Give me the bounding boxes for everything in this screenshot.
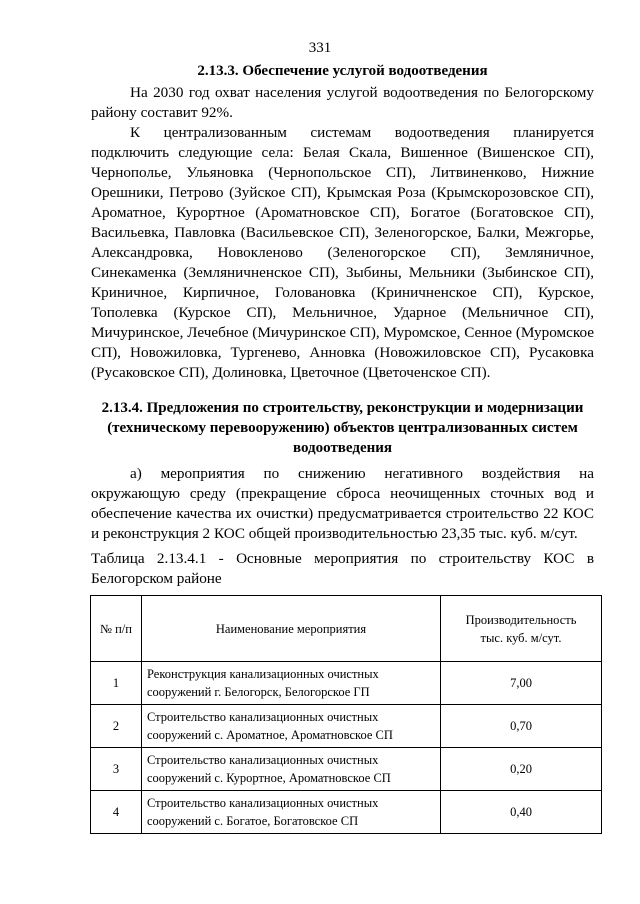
table-row xyxy=(91,662,602,705)
coverage-paragraph: На 2030 год охват населения услугой водоотведения по Белогорскому району составит 92%. xyxy=(91,84,594,121)
row-name xyxy=(142,791,441,834)
page-number: 331 xyxy=(308,40,332,56)
header-number: № п/п xyxy=(91,596,142,662)
row-capacity: 0,20 xyxy=(441,748,602,791)
measures-table xyxy=(90,595,602,834)
villages-paragraph: К централизованным системам водоотведения планируется подключить следующие села: Белая Скала, Вишенное (Вишенское СП), Чернополье, Ульяновка (Чернопольское СП), Литвиненково, Нижние Орешники, Петрово (Зуйское СП), Крымская Роза (Крымскорозовское СП), Ароматное, Курортное (Ароматновское СП), Богатое (Богатовское СП), Васильевка, Павловка (Васильевское СП), Зеленогорское, Балки, Межгорье, Александровка, Новокленово (Зеленогорское СП), Земляничное, Синекаменка (Земляничненское СП), Зыбины, Мельники (Зыбинское СП), Криничное, Кирпичное, Головановка (Криничненское СП), Курское, Тополевка (Курское СП), Мельничное, Ударное (Мельничное СП), Мичуринское, Лечебное (Мичуринское СП), Муромское, Сенное (Муромское СП), Новожиловка, Тургенево, Анновка (Новожиловское СП), Русаковка (Русаковское СП), Долиновка, Цветочное (Цветоченское СП). xyxy=(91,124,594,381)
row-name xyxy=(142,705,441,748)
row-number: 2 xyxy=(91,705,142,748)
section-heading: 2.13.3. Обеспечение услугой водоотведения xyxy=(197,63,488,79)
table-row xyxy=(91,791,602,834)
row-number: 4 xyxy=(91,791,142,834)
row-name xyxy=(142,662,441,705)
row-name xyxy=(142,748,441,791)
table-caption: Таблица 2.13.4.1 - Основные мероприятия по строительству КОС в Белогорском районе xyxy=(91,550,594,587)
table-row xyxy=(91,705,602,748)
header-capacity-line2: тыс. куб. м/сут. xyxy=(480,630,562,645)
row-name-line1: Строительство канализационных очистных xyxy=(147,796,379,810)
row-capacity: 0,70 xyxy=(441,705,602,748)
row-name-line2: сооружений с. Курортное, Ароматновское СП xyxy=(147,771,391,785)
header-capacity xyxy=(441,596,602,662)
row-number: 1 xyxy=(91,662,142,705)
row-capacity: 7,00 xyxy=(441,662,602,705)
row-number: 3 xyxy=(91,748,142,791)
subsection-heading: 2.13.4. Предложения по строительству, реконструкции и модернизации (техническому перевооружению) объектов централизованных систем водоотведения xyxy=(101,400,584,456)
measures-paragraph: а) мероприятия по снижению негативного воздействия на окружающую среду (прекращение сброса неочищенных сточных вод и обеспечение качества их очистки) предусматривается строительство 22 КОС и реконструкция 2 КОС общей производительностью 23,35 тыс. куб. м/сут. xyxy=(91,465,594,542)
row-name-line1: Строительство канализационных очистных xyxy=(147,753,379,767)
table-row xyxy=(91,748,602,791)
table-header-row xyxy=(91,596,602,662)
header-capacity-line1: Производительность xyxy=(465,612,577,627)
row-name-line2: сооружений с. Ароматное, Ароматновское СП xyxy=(147,728,393,742)
header-name: Наименование мероприятия xyxy=(142,596,441,662)
row-name-line1: Реконструкция канализационных очистных xyxy=(147,667,379,681)
row-name-line2: сооружений с. Богатое, Богатовское СП xyxy=(147,814,359,828)
row-name-line2: сооружений г. Белогорск, Белогорское ГП xyxy=(147,685,370,699)
row-capacity: 0,40 xyxy=(441,791,602,834)
row-name-line1: Строительство канализационных очистных xyxy=(147,710,379,724)
